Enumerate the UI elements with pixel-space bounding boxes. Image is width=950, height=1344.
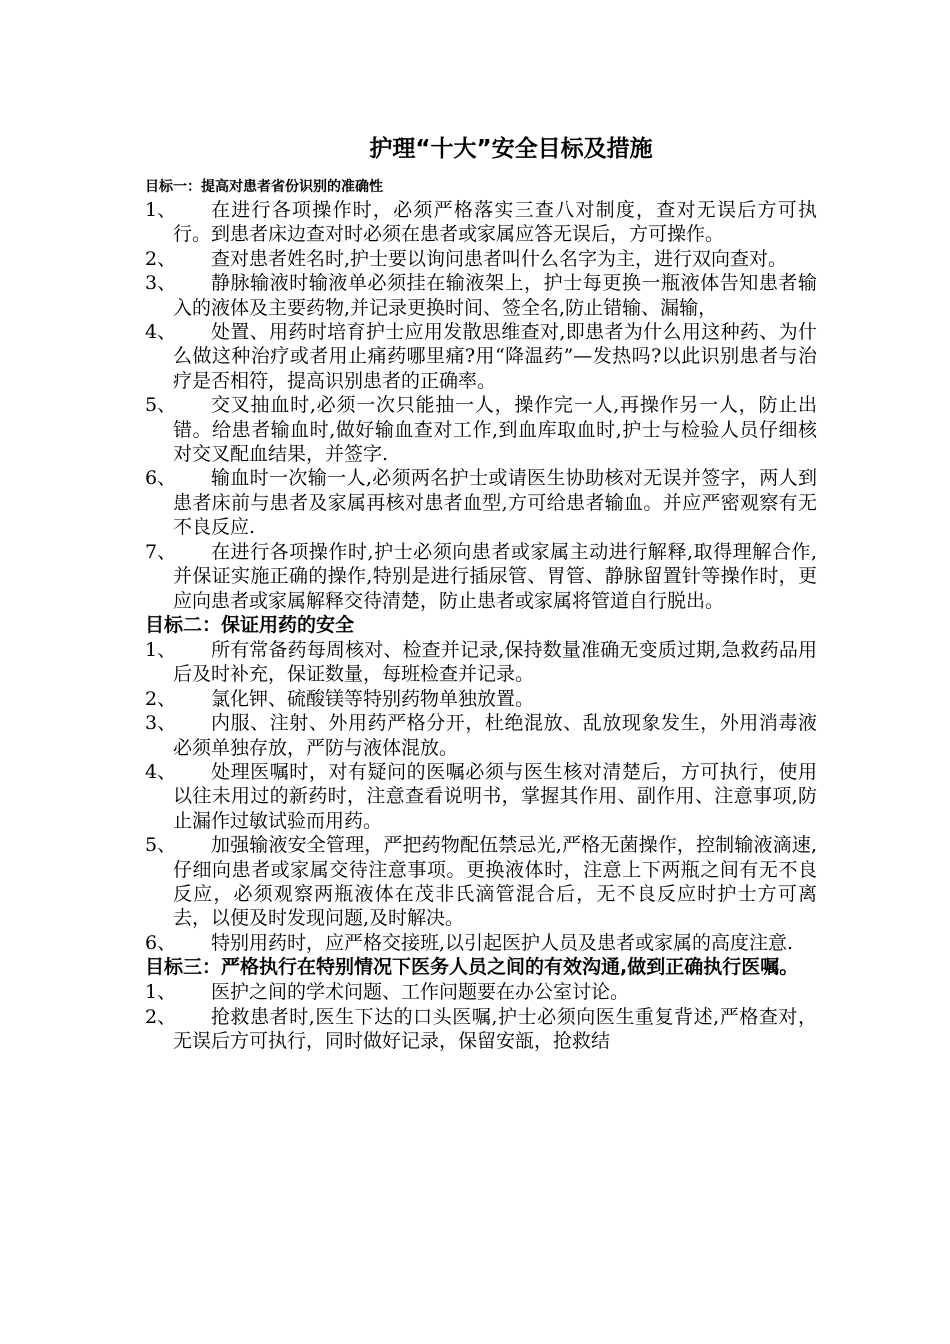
item-text: 查对患者姓名时,护士要以询问患者叫什么名字为主，进行双向查对。 [211, 247, 788, 270]
section-goal-2 [145, 613, 817, 955]
section-heading: 目标一：提高对患者省份识别的准确性 [145, 179, 383, 195]
list-item [145, 198, 817, 247]
list-item [145, 711, 817, 760]
item-number: 2、 [145, 247, 177, 270]
list-item [145, 393, 817, 466]
item-number: 1、 [145, 638, 177, 661]
item-number: 5、 [145, 834, 177, 857]
item-list [145, 638, 817, 955]
item-text: 在进行各项操作时,护士必须向患者或家属主动进行解释,取得理解合作,并保证实施正确的操作,特别是进行插尿管、胃管、静脉留置针等操作时，更应向患者或家属解释交待清楚，防止患者或家属将管道自行脱出。 [173, 540, 817, 612]
item-text: 特别用药时，应严格交接班,以引起医护人员及患者或家属的高度注意. [211, 931, 794, 954]
item-text: 处置、用药时培育护士应用发散思维查对,即患者为什么用这种药、为什么做这种治疗或者用止痛药哪里痛?用“降温药”—发热吗?以此识别患者与治疗是否相符，提高识别患者的正确率。 [173, 321, 817, 392]
item-number: 1、 [145, 981, 177, 1004]
section-goal-3 [145, 955, 817, 1053]
list-item [145, 638, 817, 687]
list-item [145, 466, 817, 539]
item-text: 氯化钾、硫酸镁等特别药物单独放置。 [211, 687, 535, 710]
item-number: 5、 [145, 394, 177, 417]
item-text: 输血时一次输一人,必须两名护士或请医生协助核对无误并签字，两人到患者床前与患者及家属再核对患者血型,方可给患者输血。并应严密观察有无不良反应. [173, 467, 817, 539]
list-item [145, 931, 817, 955]
section-heading: 目标二：保证用药的安全 [145, 613, 355, 636]
item-number: 4、 [145, 760, 177, 783]
item-number: 2、 [145, 687, 177, 710]
item-text: 在进行各项操作时，必须严格落实三查八对制度，查对无误后方可执行。到患者床边查对时必须在患者或家属应答无误后，方可操作。 [173, 199, 817, 246]
item-text: 加强输液安全管理，严把药物配伍禁忌光,严格无菌操作，控制输液滴速,仔细向患者或家属交待注意事项。更换液体时，注意上下两瓶之间有无不良反应，必须观察两瓶液体在茂非氏滴管混合后，无不良反应时护士方可离去，以便及时发现问题,及时解决。 [173, 834, 817, 930]
list-item [145, 833, 817, 931]
list-item [145, 687, 817, 711]
item-number: 3、 [145, 712, 177, 735]
item-list [145, 980, 817, 1053]
list-item [145, 540, 817, 613]
document-title: 护理“十大”安全目标及措施 [369, 136, 653, 162]
item-number: 7、 [145, 540, 177, 563]
item-text: 交叉抽血时,必须一次只能抽一人，操作完一人,再操作另一人，防止出错。给患者输血时,做好输血查对工作,到血库取血时,护士与检验人员仔细核对交叉配血结果，并签字. [173, 394, 817, 466]
list-item [145, 980, 817, 1004]
list-item [145, 247, 817, 271]
list-item [145, 320, 817, 393]
item-number: 4、 [145, 321, 177, 344]
item-text: 抢救患者时,医生下达的口头医嘱,护士必须向医生重复背述,严格查对，无误后方可执行，同时做好记录，保留安瓿，抢救结 [173, 1005, 817, 1052]
section-heading: 目标三：严格执行在特别情况下医务人员之间的有效沟通,做到正确执行医嘱。 [145, 956, 799, 979]
item-text: 医护之间的学术问题、工作问题要在办公室讨论。 [211, 981, 630, 1004]
item-number: 2、 [145, 1005, 177, 1028]
item-list [145, 198, 817, 613]
item-number: 1、 [145, 199, 177, 221]
item-text: 所有常备药每周核对、检查并记录,保持数量准确无变质过期,急救药品用后及时补充，保证数量，每班检查并记录。 [173, 638, 817, 686]
list-item [145, 760, 817, 833]
item-text: 内服、注射、外用药严格分开，杜绝混放、乱放现象发生，外用消毒液必须单独存放，严防与液体混放。 [173, 712, 817, 759]
list-item [145, 1005, 817, 1054]
item-text: 静脉输液时输液单必须挂在输液架上，护士每更换一瓶液体告知患者输入的液体及主要药物,并记录更换时间、签全名,防止错输、漏输， [173, 272, 817, 319]
item-number: 6、 [145, 467, 177, 490]
list-item [145, 271, 817, 320]
item-number: 6、 [145, 931, 177, 954]
item-text: 处理医嘱时，对有疑问的医嘱必须与医生核对清楚后，方可执行，使用以往未用过的新药时，注意查看说明书，掌握其作用、副作用、注意事项,防止漏作过敏试验而用药。 [173, 760, 817, 832]
document-body [145, 176, 817, 1053]
section-goal-1 [145, 176, 817, 613]
item-number: 3、 [145, 272, 177, 295]
